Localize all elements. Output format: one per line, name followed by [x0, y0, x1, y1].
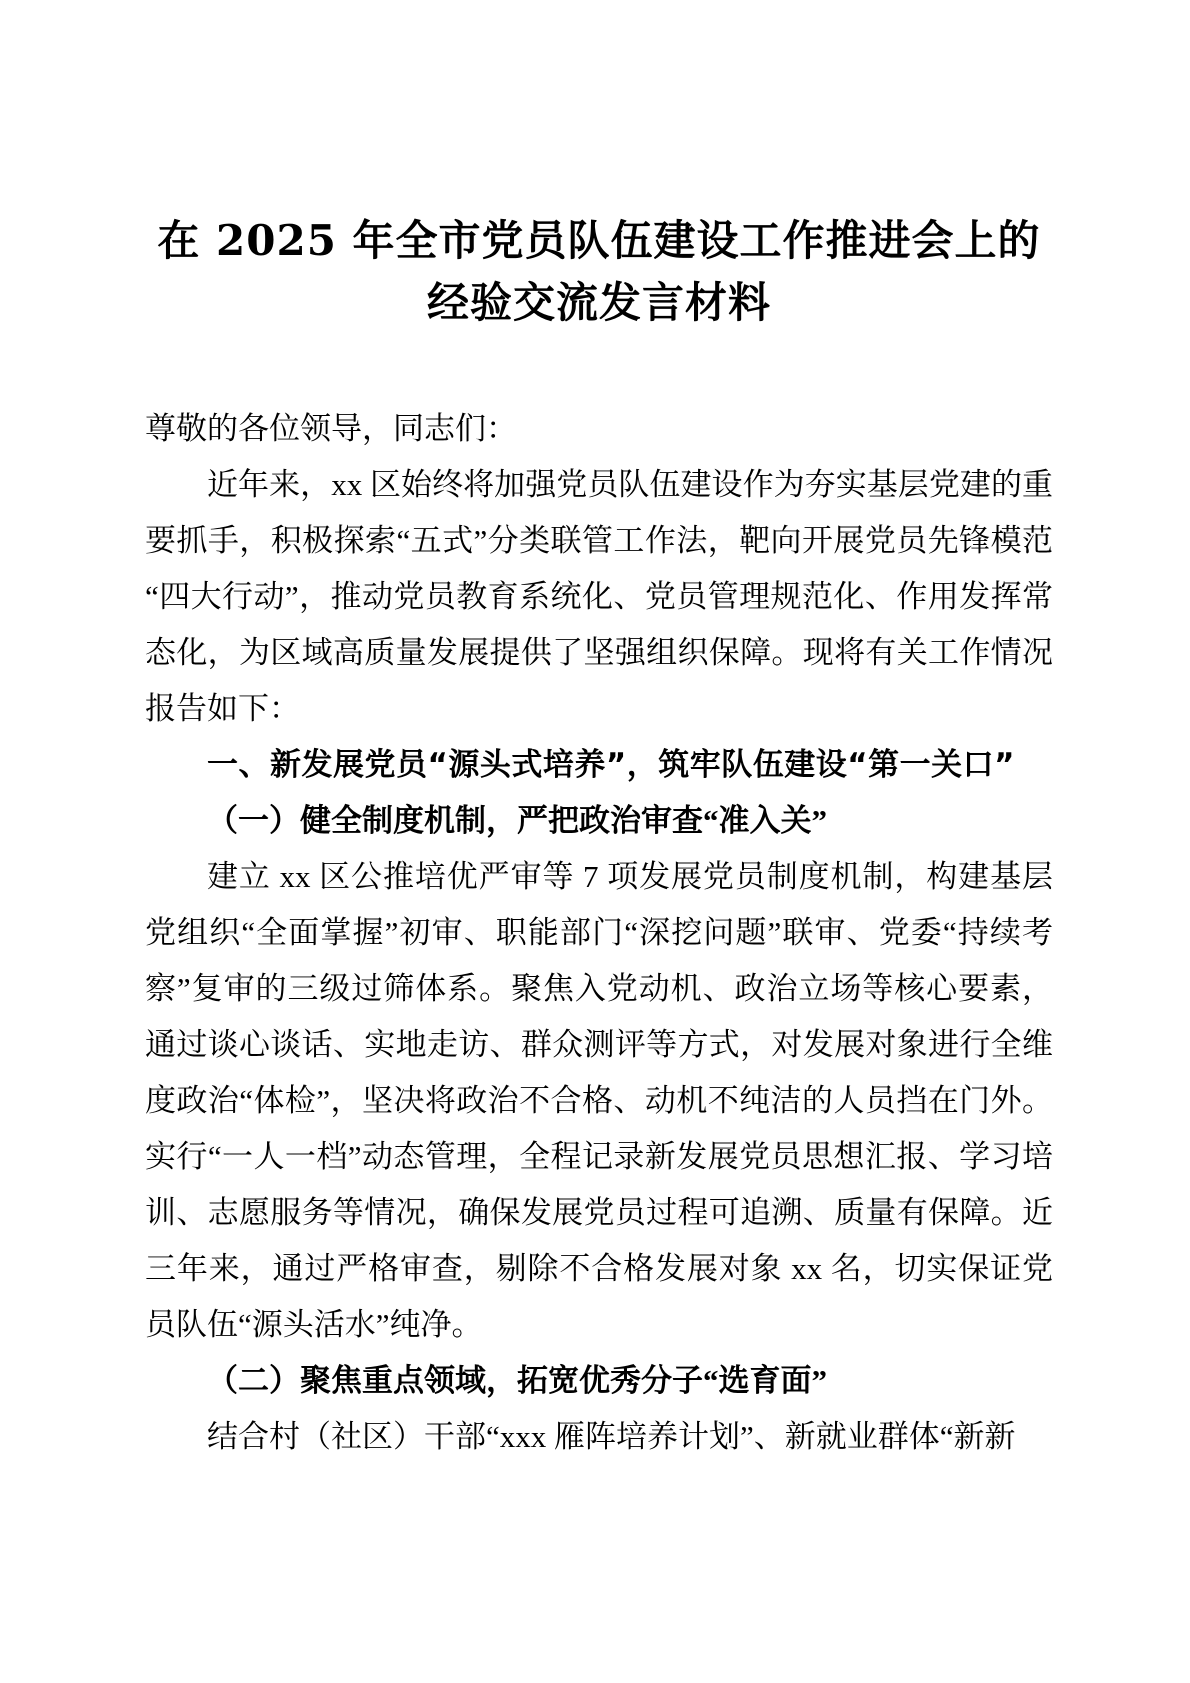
subsection-1-1-paragraph: 建立 xx 区公推培优严审等 7 项发展党员制度机制，构建基层党组织“全面掌握”初审、职能部门“深挖问题”联审、党委“持续考察”复审的三级过筛体系。聚焦入党动机、政治立场等核心要素，通过谈心谈话、实地走访、群众测评等方式，对发展对象进行全维度政治“体检”，坚决将政治不合格、动机不纯洁的人员挡在门外。实行“一人一档”动态管理，全程记录新发展党员思想汇报、学习培训、志愿服务等情况，确保发展党员过程可追溯、质量有保障。近三年来，通过严格审查，剔除不合格发展对象 xx 名，切实保证党员队伍“源头活水”纯净。: [145, 859, 1053, 1342]
subsection-1-2-paragraph-truncated: 结合村（社区）干部“xxx 雁阵培养计划”、新就业群体“新新: [207, 1419, 1016, 1454]
subsection-heading-1-2: （二）聚焦重点领域，拓宽优秀分子“选育面”: [207, 1363, 827, 1398]
document-title: [145, 210, 1053, 334]
subsection-heading-1-1: （一）健全制度机制，严把政治审查“准入关”: [207, 803, 827, 838]
document-title-line1: 在 2025 年全市党员队伍建设工作推进会上的: [157, 216, 1041, 265]
document-title-line2: 经验交流发言材料: [426, 278, 771, 327]
salutation-line: 尊敬的各位领导，同志们：: [145, 411, 517, 446]
section-heading-1: 一、新发展党员“源头式培养”，筑牢队伍建设“第一关口”: [207, 747, 1015, 783]
intro-paragraph: 近年来，xx 区始终将加强党员队伍建设作为夯实基层党建的重要抓手，积极探索“五式”分类联管工作法，靶向开展党员先锋模范“四大行动”，推动党员教育系统化、党员管理规范化、作用发挥常态化，为区域高质量发展提供了坚强组织保障。现将有关工作情况报告如下：: [145, 467, 1053, 726]
